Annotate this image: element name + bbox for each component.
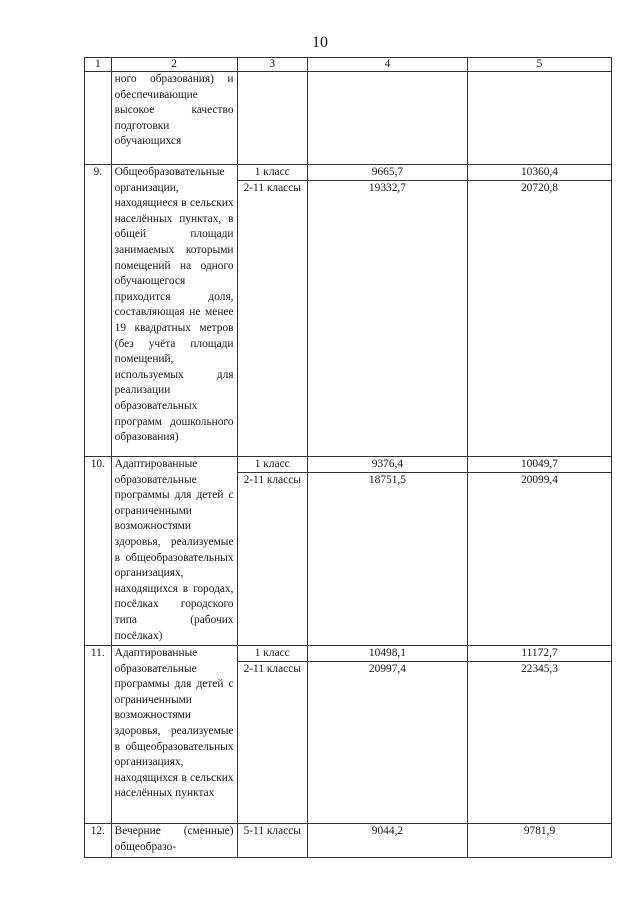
row-classes: 5-11 классы [237,824,307,858]
header-col-3: 3 [237,58,307,72]
value-cell: 10049,7 [468,457,611,473]
row-classes [237,457,307,646]
table-row [85,165,612,457]
value-cell: 18751,5 [368,474,406,486]
row-description: Адаптированные образовательные программы для детей с ограниченными возможностями здоровья, реализуемые в общеобразовательных организациях, находящихся в сельских населённых пунктах [111,646,237,824]
header-col-1: 1 [85,58,112,72]
table-row [85,72,612,165]
row-description: Общеобразовательные организации, находящиеся в сельских населённых пунктах, в общей площади занимаемых которыми помещений на одного обучающегося приходится доля, составляющая не менее 19 квадратных метров (без учёта площади помещений, используемых для реализации образовательных программ дошкольного образования) [111,165,237,457]
row-classes [237,165,307,457]
header-col-5: 5 [467,58,611,72]
row-classes [237,72,307,165]
row-description: Вечерние (сменные) общеобразо- [111,824,237,858]
table-row [85,824,612,858]
row-value-col5 [467,72,611,165]
row-description: Адаптированные образовательные программы для детей с ограниченными возможностями здоровья, реализуемые в общеобразовательных организациях, находящихся в городах, посёлках городского типа (рабочих посёлках) [111,457,237,646]
value-cell: 11172,7 [468,646,611,662]
row-value-col5 [467,457,611,646]
row-classes [237,646,307,824]
value-cell: 9376,4 [308,457,467,473]
row-value-col4 [307,646,467,824]
header-col-4: 4 [307,58,467,72]
value-cell: 20720,8 [520,182,558,194]
row-number: 10. [85,457,112,646]
value-cell: 22345,3 [520,663,558,675]
row-value-col5 [467,646,611,824]
value-cell: 19332,7 [368,182,406,194]
value-cell: 9665,7 [308,165,467,181]
class-label: 2-11 классы [243,663,301,675]
value-cell: 10498,1 [308,646,467,662]
class-label: 1 класс [238,646,307,662]
row-value-col5 [467,165,611,457]
row-number: 9. [85,165,112,457]
class-label: 2-11 классы [243,474,301,486]
header-row [85,58,612,72]
row-number: 11. [85,646,112,824]
row-value-col4 [307,457,467,646]
value-cell: 20997,4 [368,663,406,675]
table-row [85,646,612,824]
row-number [85,72,112,165]
value-cell: 10360,4 [468,165,611,181]
table-row [85,457,612,646]
row-value-col5: 9781,9 [467,824,611,858]
value-cell: 20099,4 [520,474,558,486]
row-value-col4 [307,165,467,457]
class-label: 2-11 классы [243,182,301,194]
funding-table [84,57,612,858]
row-value-col4: 9044,2 [307,824,467,858]
row-description: ного образования) и обеспечивающие высокое качество подготовки обучающихся [111,72,237,165]
page-number: 10 [312,34,328,51]
class-label: 1 класс [238,165,307,181]
row-number: 12. [85,824,112,858]
row-value-col4 [307,72,467,165]
header-col-2: 2 [111,58,237,72]
class-label: 1 класс [238,457,307,473]
